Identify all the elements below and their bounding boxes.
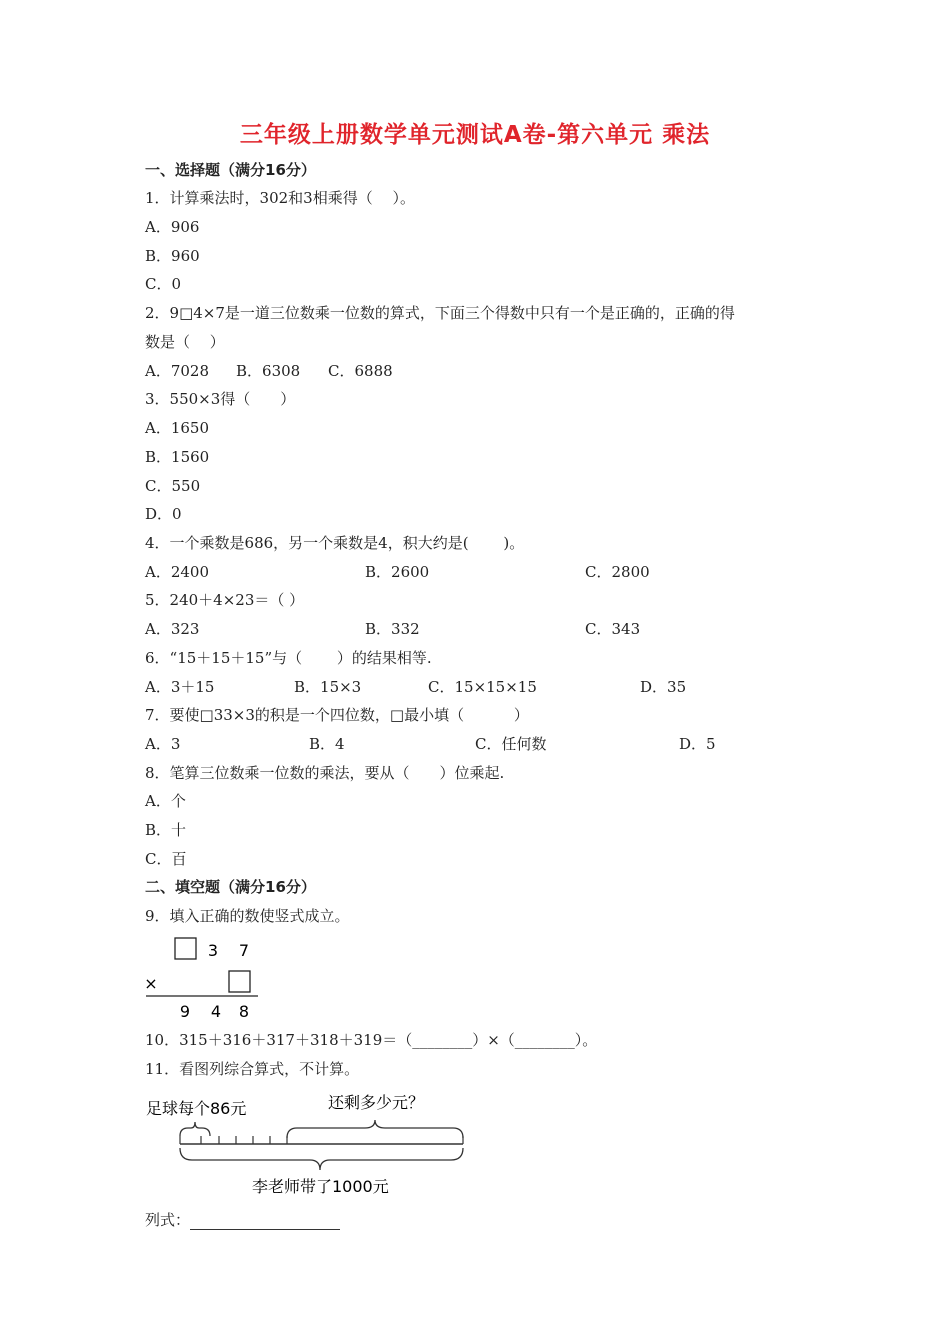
question-7-option-d: D．5: [679, 735, 716, 753]
question-2-option-b: B．6308: [236, 362, 301, 380]
question-1-stem: 1．计算乘法时，302和3相乘得（ ）。: [145, 189, 415, 207]
label-money-left: 还剩多少元？: [328, 1093, 425, 1112]
result-digit-4: 4: [210, 1002, 222, 1021]
answer-box-multiplier[interactable]: [229, 971, 250, 992]
question-8-option-a: A．个: [145, 792, 186, 810]
question-5-option-b: B．332: [365, 620, 420, 638]
answer-row: [145, 1210, 340, 1230]
question-7-stem: 7．要使□33×3的积是一个四位数，□最小填（ ）: [145, 706, 529, 724]
digit-7: 7: [238, 941, 250, 960]
question-6-option-a: A．3＋15: [145, 678, 215, 696]
times-sign: ×: [144, 974, 158, 993]
question-5-option-a: A．323: [145, 620, 200, 638]
question-5-stem: 5．240＋4×23＝（ ）: [145, 591, 305, 609]
question-3-stem: 3．550×3得（ ）: [145, 390, 296, 408]
answer-blank[interactable]: [190, 1215, 340, 1230]
question-4-option-a: A．2400: [145, 563, 210, 581]
question-6-stem: 6．“15＋15＋15”与（ ）的结果相等.: [145, 649, 432, 667]
question-8-option-b: B．十: [145, 821, 187, 839]
question-9-stem: 9．填入正确的数使竖式成立。: [145, 907, 350, 925]
result-digit-9: 9: [179, 1002, 191, 1021]
question-3-option-b: B．1560: [145, 448, 210, 466]
section-heading-choice: 一、选择题（满分16分）: [145, 161, 316, 179]
question-3-option-a: A．1650: [145, 419, 210, 437]
brace-ball: [180, 1122, 210, 1136]
question-2-stem-line2: 数是（ ）: [145, 333, 225, 351]
question-1-option-c: C．0: [145, 275, 182, 293]
question-2-option-c: C．6888: [328, 362, 393, 380]
question-4-option-b: B．2600: [365, 563, 430, 581]
answer-box-hundreds[interactable]: [175, 938, 196, 959]
brace-total: [180, 1148, 463, 1170]
answer-label: 列式：: [145, 1211, 191, 1229]
label-ball-price: 足球每个86元: [146, 1099, 247, 1118]
label-total-money: 李老师带了1000元: [252, 1177, 389, 1196]
question-4-option-c: C．2800: [585, 563, 650, 581]
page-title: 三年级上册数学单元测试A卷-第六单元 乘法: [239, 122, 711, 148]
question-1-option-a: A．906: [145, 218, 200, 236]
vertical-multiplication: [140, 932, 270, 1024]
question-3-option-c: C．550: [145, 477, 201, 495]
question-7-option-a: A．3: [145, 735, 181, 753]
question-2-option-a: A．7028: [145, 362, 210, 380]
question-7-option-b: B．4: [309, 735, 345, 753]
brace-remaining: [287, 1120, 463, 1138]
question-5-option-c: C．343: [585, 620, 641, 638]
result-digit-8: 8: [238, 1002, 250, 1021]
money-diagram: [140, 1086, 480, 1204]
question-1-option-b: B．960: [145, 247, 200, 265]
question-6-option-c: C．15×15×15: [428, 678, 537, 696]
question-10-stem: 10．315＋316＋317＋318＋319＝（________）×（________）。: [145, 1031, 598, 1049]
question-11-stem: 11．看图列综合算式，不计算。: [145, 1060, 360, 1078]
question-3-option-d: D．0: [145, 505, 182, 523]
question-6-option-b: B．15×3: [294, 678, 362, 696]
question-7-option-c: C．任何数: [475, 735, 547, 753]
question-6-option-d: D．35: [640, 678, 687, 696]
question-4-stem: 4．一个乘数是686，另一个乘数是4，积大约是( )。: [145, 534, 525, 552]
digit-3: 3: [207, 941, 219, 960]
question-8-stem: 8．笔算三位数乘一位数的乘法，要从（ ）位乘起.: [145, 764, 505, 782]
section-heading-fill: 二、填空题（满分16分）: [145, 878, 316, 896]
question-8-option-c: C．百: [145, 850, 187, 868]
question-2-stem-line1: 2．9□4×7是一道三位数乘一位数的算式，下面三个得数中只有一个是正确的，正确的得: [145, 304, 735, 322]
